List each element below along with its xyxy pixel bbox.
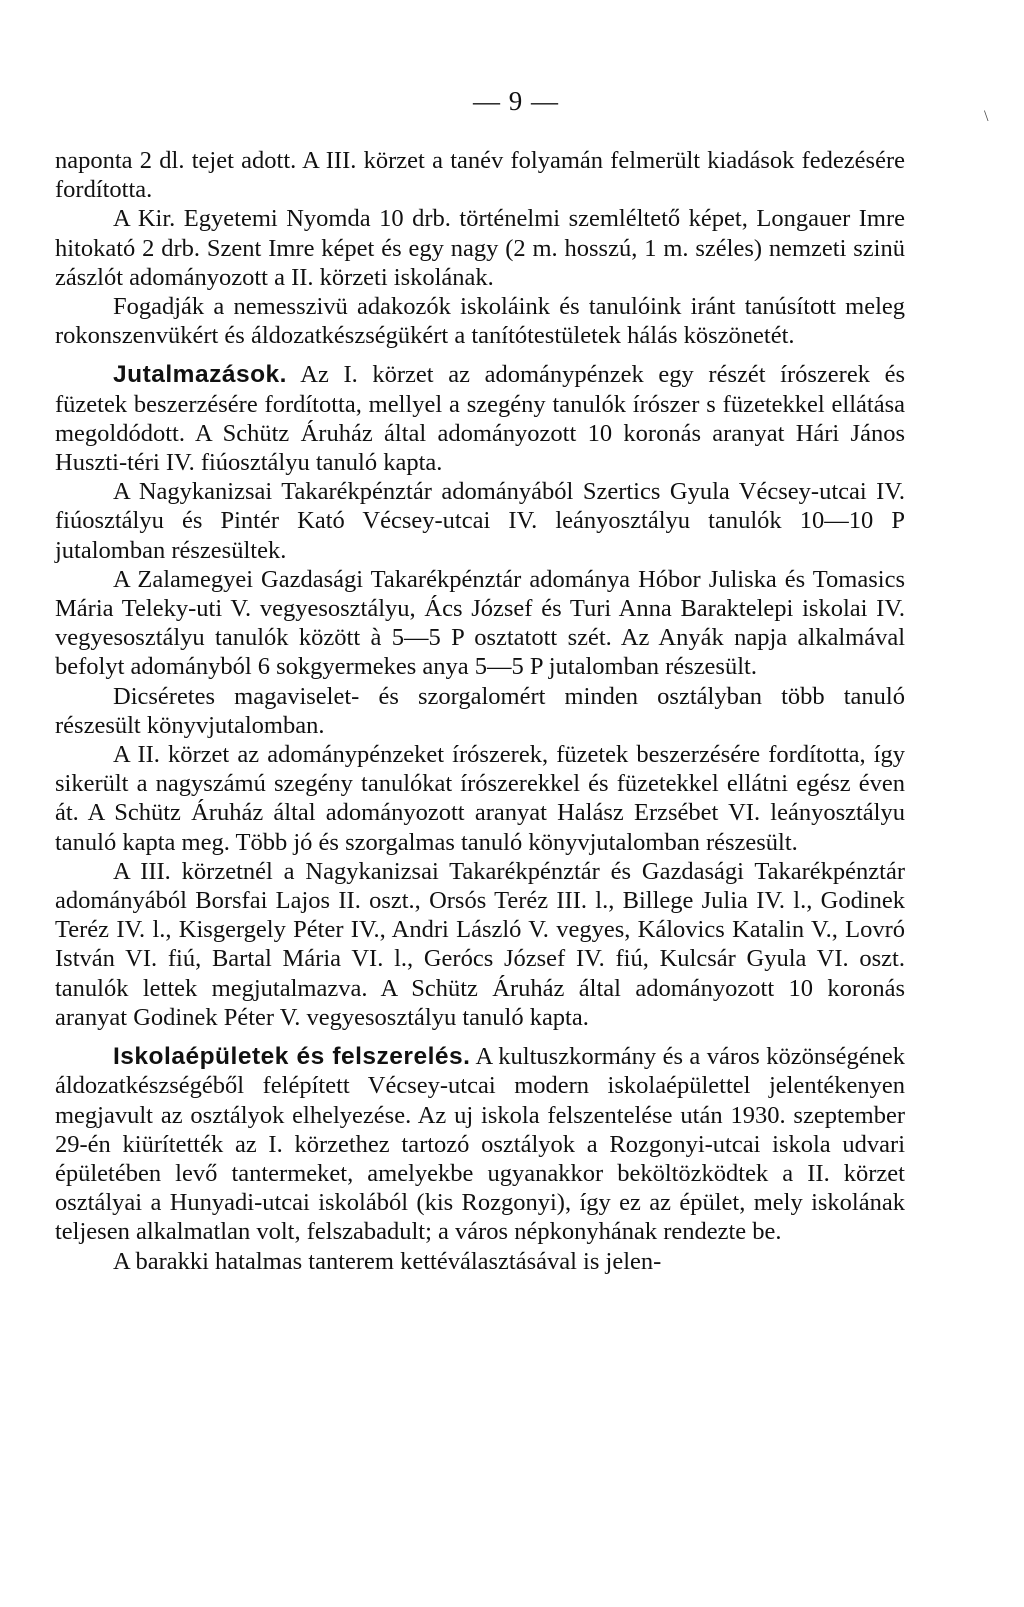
paragraph-iskolaepuletek: [55, 1042, 905, 1246]
paragraph-8: A II. körzet az adománypénzeket írószerek, füzetek beszerzésére fordította, így sikerült a nagyszámú szegény tanulókat írószerekkel és füzetekkel ellátni egész éven át. A Schütz Áruház által adományozott aranyat Halász Erzsébet VI. leányosztályu tanuló kapta meg. Több jó és szorgalmas tanuló könyvjutalomban részesült.: [55, 741, 905, 856]
paragraph-5: A Nagykanizsai Takarékpénztár adományából Szertics Gyula Vécsey-utcai IV. fiúosztályu és Pintér Kató Vécsey-utcai IV. leányosztályu tanulók 10—10 P jutalomban részesültek.: [55, 478, 905, 564]
body-text: [55, 146, 905, 1276]
section-heading-iskolaepuletek: Iskolaépületek és felszerelés.: [113, 1043, 471, 1071]
paragraph-11: A barakki hatalmas tanterem kettéválasztásával is jelen-: [113, 1247, 662, 1275]
page-number: — 9 —: [473, 86, 559, 116]
section-heading-jutalmazasok: Jutalmazások.: [113, 361, 287, 389]
paragraph-6: A Zalamegyei Gazdasági Takarékpénztár adománya Hóbor Juliska és Tomasics Mária Teleky-uti V. vegyesosztályu, Ács József és Turi Anna Baraktelepi iskolai IV. vegyesosztályu tanulók között à 5—5 P osztatott szét. Az Anyák napja alkalmával befolyt adományból 6 sokgyermekes anya 5—5 P jutalomban részesült.: [55, 565, 905, 681]
paragraph-jutalmazasok: [55, 360, 905, 477]
paragraph-9: A III. körzetnél a Nagykanizsai Takarékpénztár és Gazdasági Takarékpénztár adományából Borsfai Lajos II. oszt., Orsós Teréz III. l., Billege Julia IV. l., Godinek Teréz IV. l., Kisgergely Péter IV., Andri László V. vegyes, Kálovics Katalin V., Lovró István VI. fiú, Bartal Mária VI. l., Gerócs József IV. fiú, Kulcsár Gyula VI. oszt. tanulók lettek megjutalmazva. A Schütz Áruház által adományozott 10 koronás aranyat Godinek Péter V. vegyesosztályu tanuló kapta.: [55, 857, 905, 1031]
paragraph-jutalmazasok-text: Az I. körzet az adománypénzek egy részét írószerek és füzetek beszerzésére fordította, mellyel a szegény tanulók írószer s füzetekkel ellátása megoldódott. A Schütz Áruház által adományozott 10 koronás aranyat Hári János Huszti-téri IV. fiúosztályu tanuló kapta.: [55, 361, 905, 477]
paragraph-3: Fogadják a nemesszivü adakozók iskoláink és tanulóink iránt tanúsított meleg rokonszenvükért és áldozatkészségükért a tanítótestületek hálás köszönetét.: [55, 293, 905, 350]
stray-mark: \: [984, 108, 989, 125]
paragraph-iskolaepuletek-text: A kultuszkormány és a város közönségének áldozatkészségéből felépített Vécsey-utcai modern iskolaépülettel jelentékenyen megjavult az osztályok elhelyezése. Az uj iskola felszentelése után 1930. szeptember 29-én kiürítették az I. körzethez tartozó osztályok a Rozgonyi-utcai iskola udvari épületében levő tantermeket, amelyekbe ugyanakkor beköltözködtek a II. körzet osztályai a Hunyadi-utcai iskolából (kis Rozgonyi), így ez az épület, mely iskolának teljesen alkalmatlan volt, felszabadult; a város népkonyhának rendezte be.: [55, 1043, 905, 1246]
paragraph-2: A Kir. Egyetemi Nyomda 10 drb. történelmi szemléltető képet, Longauer Imre hitokató 2 drb. Szent Imre képet és egy nagy (2 m. hosszú, 1 m. széles) nemzeti szinü zászlót adományozott a II. körzeti iskolának.: [55, 205, 905, 291]
paragraph-1: naponta 2 dl. tejet adott. A III. körzet a tanév folyamán felmerült kiadások fedezésére fordította.: [55, 147, 905, 204]
paragraph-7: Dicséretes magaviselet- és szorgalomért minden osztályban több tanuló részesült könyvjutalomban.: [55, 682, 905, 739]
